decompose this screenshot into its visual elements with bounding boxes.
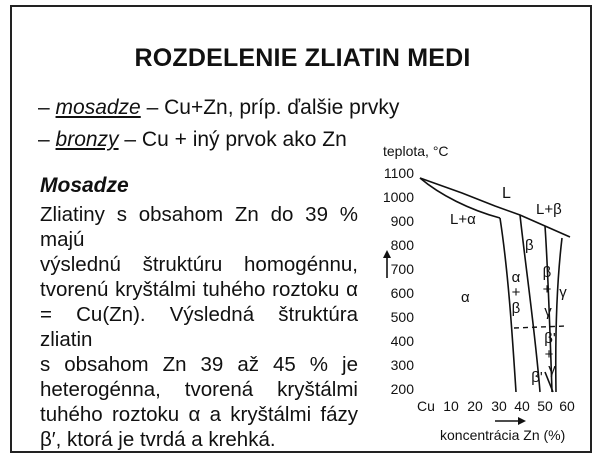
body-line: výslednú štruktúru homogénnu,	[40, 253, 358, 276]
bullet-text: – Cu+Zn, príp. ďalšie prvky	[140, 96, 400, 119]
x-tick-label: 10	[443, 398, 459, 414]
region-label-L-alpha: L+α	[450, 211, 476, 228]
bullet-term: bronzy	[55, 128, 119, 151]
region-label-beta-prime-gamma: +	[544, 346, 554, 363]
x-tick-label: 40	[514, 398, 530, 414]
body-line: tvorenú kryštálmi tuhého roztoku α	[40, 278, 358, 301]
x-tick-label: 20	[467, 398, 483, 414]
x-tick-label: 30	[491, 398, 507, 414]
y-tick-label: 600	[390, 285, 414, 301]
region-label-beta-gamma: γ	[559, 284, 567, 301]
region-label-L: L	[502, 185, 511, 202]
x-tick-labels	[417, 398, 575, 414]
y-tick-labels	[383, 165, 414, 397]
bullet-dash: –	[38, 96, 50, 119]
region-label-alpha: α	[461, 289, 470, 306]
ordering-dashed-line	[514, 326, 566, 328]
y-tick-label: 1000	[382, 189, 414, 205]
body-line: = Cu(Zn). Výsledná štruktúra zliatin	[40, 303, 358, 351]
y-tick-label: 400	[390, 333, 414, 349]
region-label-beta-prime-gamma: γ	[548, 361, 556, 378]
x-tick-label: 60	[559, 398, 575, 414]
region-label-beta-gamma: γ	[544, 303, 552, 320]
y-axis-label: teplota, °C	[383, 143, 449, 159]
x-axis-arrow-icon	[495, 417, 526, 425]
region-label-beta-prime-gamma: β'	[544, 330, 556, 347]
region-label-alpha-beta: β	[511, 300, 521, 317]
x-tick-label: 50	[537, 398, 553, 414]
bullet-text: – Cu + iný prvok ako Zn	[118, 128, 347, 151]
region-label-alpha-beta: +	[511, 284, 521, 301]
x-axis-label: koncentrácia Zn (%)	[440, 427, 566, 443]
y-tick-label: 900	[390, 213, 414, 229]
region-label-L-beta: L+β	[536, 201, 562, 218]
y-tick-label: 500	[390, 309, 414, 325]
y-tick-label: 300	[390, 357, 414, 373]
region-label-beta-prime: β'	[531, 369, 543, 386]
gamma-left-line	[556, 238, 562, 392]
body-line: Zliatiny s obsahom Zn do 39 % majú	[40, 203, 358, 251]
body-line: s obsahom Zn 39 až 45 % je	[40, 353, 358, 376]
region-label-beta-gamma: +	[542, 281, 552, 298]
body-line: β′, ktorá je tvrdá a krehká.	[40, 428, 276, 451]
y-tick-label: 200	[390, 381, 414, 397]
body-line: tuhého roztoku α a kryštálmi fázy	[40, 403, 358, 426]
slide-title: ROZDELENIE ZLIATIN MEDI	[134, 44, 471, 72]
x-tick-label: Cu	[417, 398, 435, 414]
region-label-beta-gamma: β	[542, 264, 552, 281]
y-tick-label: 1100	[383, 165, 414, 181]
y-tick-label: 700	[390, 261, 414, 277]
bullet-term: mosadze	[55, 96, 141, 119]
section-heading: Mosadze	[40, 174, 129, 197]
body-line: heterogénna, tvorená kryštálmi	[40, 378, 358, 401]
region-label-alpha-beta: α	[511, 269, 521, 286]
bullet-dash: –	[38, 128, 50, 151]
region-label-beta: β	[525, 237, 534, 254]
y-tick-label: 800	[390, 237, 414, 253]
